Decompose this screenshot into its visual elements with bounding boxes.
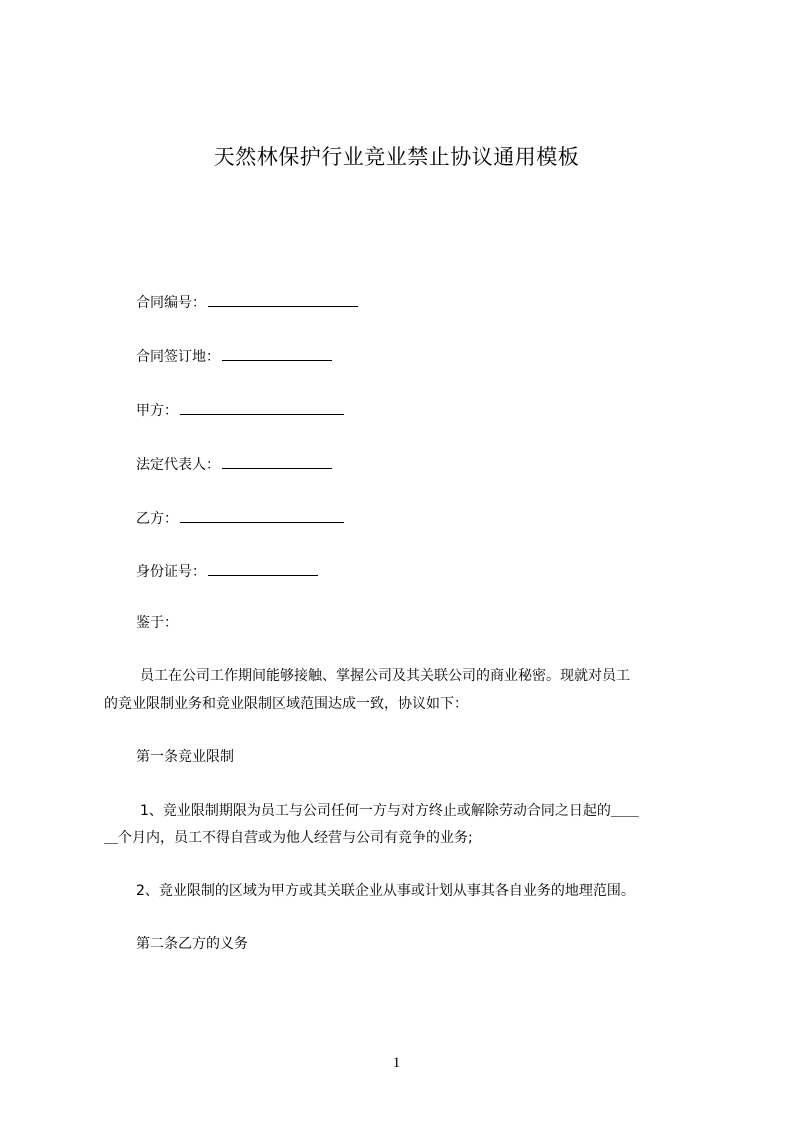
signing-place-field	[136, 345, 332, 367]
id-number-field	[136, 560, 318, 582]
document-title: 天然林保护行业竞业禁止协议通用模板	[213, 145, 580, 169]
party-a-label: 甲方：	[136, 403, 178, 419]
article-2-heading: 第二条乙方的义务	[136, 936, 248, 952]
id-number-label: 身份证号：	[136, 564, 206, 580]
clause-1-line-1: 1、竞业限制期限为员工与公司任何一方与对方终止或解除劳动合同之日起的＿＿	[140, 803, 639, 819]
clause-1-line-2: ＿个月内，员工不得自营或为他人经营与公司有竞争的业务;	[104, 830, 473, 846]
party-b-blank[interactable]	[180, 507, 344, 523]
signing-place-label: 合同签订地：	[136, 349, 220, 365]
signing-place-blank[interactable]	[222, 345, 332, 361]
legal-representative-blank[interactable]	[222, 453, 332, 469]
intro-paragraph-line-1: 员工在公司工作期间能够接触、掌握公司及其关联公司的商业秘密。现就对员工	[140, 668, 630, 684]
legal-representative-label: 法定代表人：	[136, 457, 220, 473]
intro-paragraph-line-2: 的竞业限制业务和竞业限制区域范围达成一致，协议如下：	[104, 696, 468, 712]
article-1-heading: 第一条竞业限制	[136, 749, 234, 765]
contract-number-blank[interactable]	[208, 291, 358, 307]
clause-2: 2、竞业限制的区域为甲方或其关联企业从事或计划从事其各自业务的地理范围。	[136, 883, 635, 899]
contract-number-label: 合同编号：	[136, 295, 206, 311]
whereas-heading: 鉴于：	[136, 615, 178, 631]
page-number: 1	[392, 1055, 401, 1071]
legal-representative-field	[136, 453, 332, 475]
party-a-field	[136, 399, 344, 421]
party-b-field	[136, 507, 344, 529]
id-number-blank[interactable]	[208, 560, 318, 576]
party-b-label: 乙方：	[136, 511, 178, 527]
party-a-blank[interactable]	[180, 399, 344, 415]
contract-number-field	[136, 291, 358, 313]
